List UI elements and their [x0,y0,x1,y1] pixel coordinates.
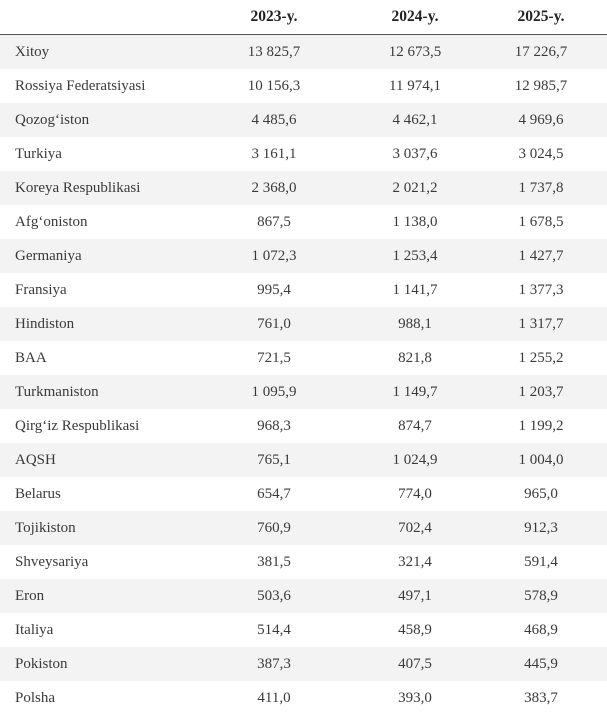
country-cell: Afg‘oniston [15,214,88,230]
value-2025-cell: 1 199,2 [518,418,564,434]
country-cell: Tojikiston [15,520,76,536]
value-2024-cell: 821,8 [398,350,432,366]
value-2024-cell: 1 253,4 [392,248,438,264]
value-2023-cell: 10 156,3 [247,78,301,94]
value-2024-cell: 393,0 [398,690,432,706]
value-2024-cell: 874,7 [398,418,432,434]
value-2024-cell: 458,9 [398,622,432,638]
table-row [0,35,607,69]
country-cell: Koreya Respublikasi [15,180,141,196]
value-2023-cell: 387,3 [257,656,291,672]
value-2023-cell: 514,4 [257,622,291,638]
country-cell: Turkiya [15,146,62,162]
value-2025-cell: 591,4 [524,554,558,570]
value-2023-cell: 654,7 [257,486,291,502]
country-cell: AQSH [15,452,56,468]
header-2023: 2023-y. [250,8,298,25]
table-row [0,171,607,205]
table-row [0,205,607,239]
value-2023-cell: 4 485,6 [251,112,297,128]
value-2024-cell: 407,5 [398,656,432,672]
country-cell: Belarus [15,486,61,502]
table-row [0,647,607,681]
value-2023-cell: 721,5 [257,350,291,366]
table-row [0,103,607,137]
value-2024-cell: 1 141,7 [392,282,438,298]
table-header [0,0,607,35]
country-cell: BAA [15,350,47,366]
header-2025: 2025-y. [517,8,565,25]
value-2025-cell: 1 377,3 [518,282,564,298]
table-row [0,341,607,375]
value-2025-cell: 3 024,5 [518,146,564,162]
value-2024-cell: 11 974,1 [389,78,441,94]
value-2023-cell: 2 368,0 [251,180,297,196]
value-2025-cell: 1 255,2 [518,350,564,366]
value-2023-cell: 1 072,3 [251,248,297,264]
value-2025-cell: 17 226,7 [514,44,568,60]
country-cell: Shveysariya [15,554,89,570]
value-2025-cell: 912,3 [524,520,558,536]
value-2024-cell: 2 021,2 [392,180,438,196]
table-row [0,477,607,511]
value-2025-cell: 4 969,6 [518,112,564,128]
value-2025-cell: 1 203,7 [518,384,564,400]
value-2024-cell: 1 024,9 [392,452,438,468]
value-2024-cell: 1 138,0 [392,214,438,230]
value-2023-cell: 1 095,9 [251,384,297,400]
value-2024-cell: 774,0 [398,486,432,502]
value-2025-cell: 1 737,8 [518,180,564,196]
value-2025-cell: 1 317,7 [518,316,564,332]
table-row [0,511,607,545]
country-cell: Qozog‘iston [15,112,90,128]
value-2023-cell: 761,0 [257,316,291,332]
country-cell: Eron [15,588,45,604]
value-2025-cell: 965,0 [524,486,558,502]
value-2023-cell: 13 825,7 [247,44,301,60]
table-row [0,273,607,307]
table-row [0,545,607,579]
table-row [0,375,607,409]
value-2024-cell: 1 149,7 [392,384,438,400]
value-2023-cell: 995,4 [257,282,291,298]
value-2023-cell: 503,6 [257,588,291,604]
value-2023-cell: 968,3 [257,418,291,434]
value-2024-cell: 988,1 [398,316,432,332]
value-2025-cell: 445,9 [524,656,558,672]
country-cell: Rossiya Federatsiyasi [15,78,146,94]
value-2024-cell: 12 673,5 [388,44,442,60]
table-row [0,613,607,647]
value-2025-cell: 12 985,7 [514,78,568,94]
country-cell: Polsha [15,690,56,706]
country-cell: Turkmaniston [15,384,99,400]
table-row [0,681,607,715]
value-2024-cell: 3 037,6 [392,146,438,162]
value-2023-cell: 760,9 [257,520,291,536]
table-row [0,69,607,103]
value-2023-cell: 765,1 [257,452,291,468]
table-row [0,579,607,613]
value-2024-cell: 321,4 [398,554,432,570]
country-cell: Fransiya [15,282,67,298]
table-row [0,409,607,443]
country-cell: Xitoy [15,44,50,60]
value-2025-cell: 1 427,7 [518,248,564,264]
country-cell: Hindiston [15,316,75,332]
value-2025-cell: 1 004,0 [518,452,564,468]
value-2023-cell: 381,5 [257,554,291,570]
header-2024: 2024-y. [391,8,439,25]
value-2023-cell: 3 161,1 [251,146,297,162]
value-2023-cell: 411,0 [257,690,291,706]
table-row [0,443,607,477]
value-2023-cell: 867,5 [257,214,291,230]
value-2024-cell: 4 462,1 [392,112,438,128]
value-2024-cell: 497,1 [398,588,432,604]
country-cell: Germaniya [15,248,82,264]
value-2025-cell: 578,9 [524,588,558,604]
value-2024-cell: 702,4 [398,520,432,536]
table-row [0,239,607,273]
table-row [0,307,607,341]
country-cell: Pokiston [15,656,68,672]
country-cell: Qirg‘iz Respublikasi [15,418,140,434]
value-2025-cell: 383,7 [524,690,558,706]
table-row [0,137,607,171]
value-2025-cell: 468,9 [524,622,558,638]
country-cell: Italiya [15,622,54,638]
value-2025-cell: 1 678,5 [518,214,564,230]
